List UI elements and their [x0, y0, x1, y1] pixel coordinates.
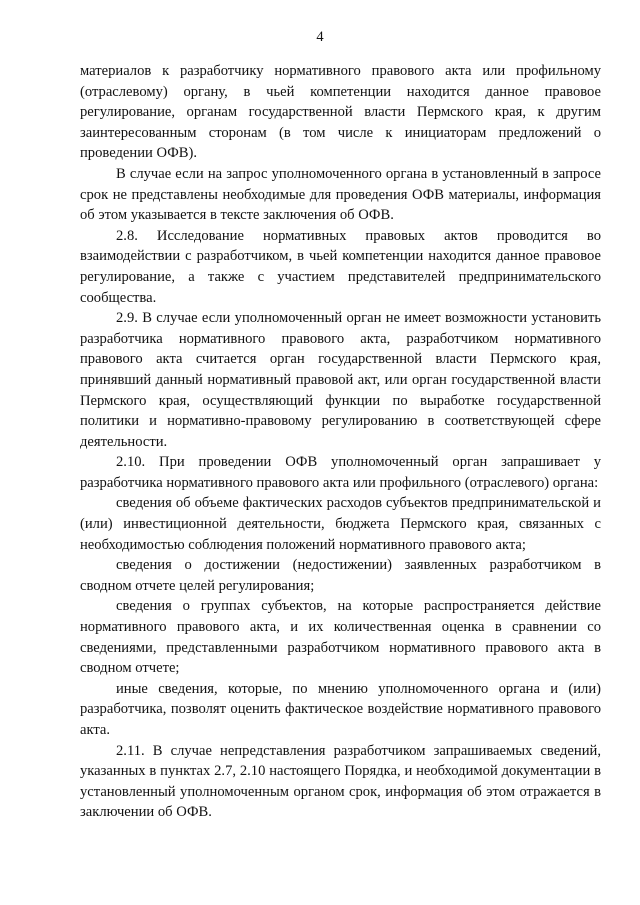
list-item-goals: сведения о достижении (недостижении) заявленных разработчиком в сводном отчете целей регулирования; [80, 557, 601, 594]
list-item-other-info: иные сведения, которые, по мнению уполномоченного органа и (или) разработчика, позволят оценить фактическое воздействие нормативного правового акта. [80, 680, 601, 738]
paragraph-missing-materials: В случае если на запрос уполномоченного органа в установленный в запросе срок не представлены необходимые для проведения ОФВ материалы, информация об этом указывается в тексте заключения об ОФВ. [80, 165, 601, 224]
document-body [80, 61, 601, 823]
paragraph-continuation: материалов к разработчику нормативного правового акта или профильному (отраслевому) органу, в чьей компетенции находится данное правовое регулирование, органам государственной власти Пермского края, к другим заинтересованным сторонам (в том числе к инициаторам предложений о проведении ОФВ). [80, 63, 601, 162]
paragraph-2-10: 2.10. При проведении ОФВ уполномоченный орган запрашивает у разработчика нормативного правового акта или профильного (отраслевого) органа: [80, 454, 601, 491]
paragraph-2-11: 2.11. В случае непредставления разработчиком запрашиваемых сведений, указанных в пунктах 2.7, 2.10 настоящего Порядка, и необходимой документации в установленный уполномоченным органом срок, информация об этом отражается в заключении об ОФВ. [80, 742, 601, 821]
paragraph-2-9: 2.9. В случае если уполномоченный орган не имеет возможности установить разработчика нормативного правового акта, разработчиком нормативного правового акта считается орган государственной власти Пермского края, принявший данный нормативный правовой акт, или орган государственной власти Пермского края, осуществляющий функции по выработке государственной политики и нормативно-правовому регулированию в соответствующей сфере деятельности. [80, 310, 601, 450]
page-number: 4 [316, 29, 324, 45]
list-item-expenses: сведения об объеме фактических расходов субъектов предпринимательской и (или) инвестиционной деятельности, бюджета Пермского края, связанных с необходимостью соблюдения положений нормативного правового акта; [80, 495, 601, 553]
list-item-subject-groups: сведения о группах субъектов, на которые распространяется действие нормативного правового акта, и их количественная оценка в сравнении со сведениями, представленными разработчиком нормативного правового акта в сводном отчете; [80, 598, 601, 677]
paragraph-2-8: 2.8. Исследование нормативных правовых актов проводится во взаимодействии с разработчиком, в чьей компетенции находится данное правовое регулирование, а также с участием представителей предпринимательского сообщества. [80, 227, 601, 306]
